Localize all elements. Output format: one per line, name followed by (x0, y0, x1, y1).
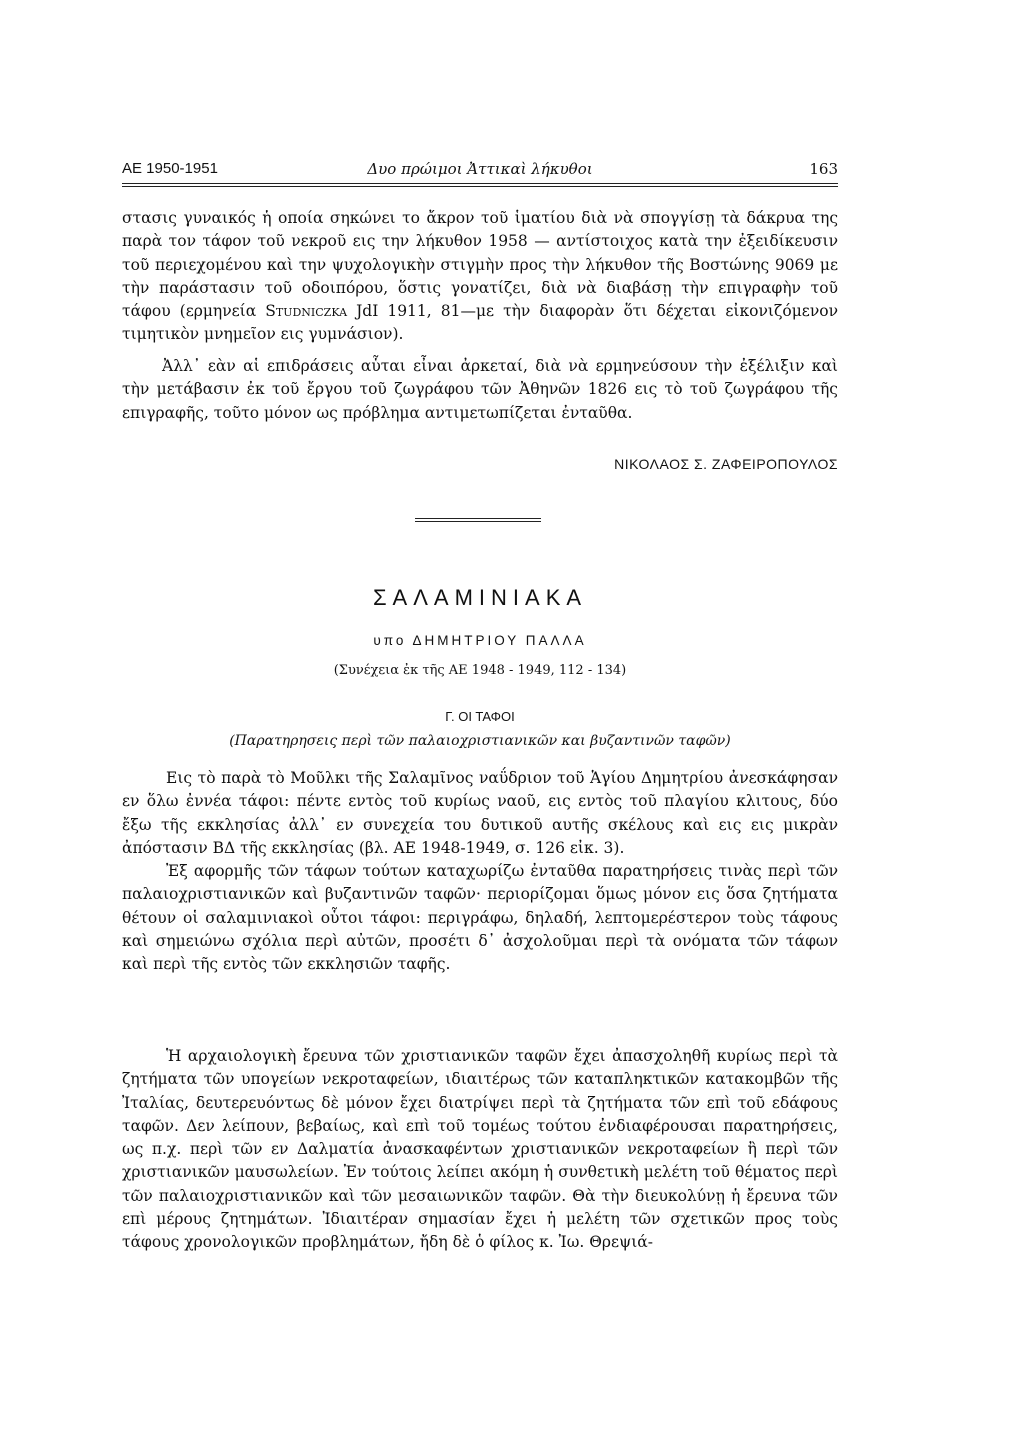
section-heading: Γ. ΟΙ ΤΑΦΟΙ (445, 709, 515, 724)
continuation-note: (Συνέχεια ἐκ τῆς ΑΕ 1948 - 1949, 112 - 134) (333, 663, 627, 678)
header-rule-top (122, 183, 838, 184)
paragraph-1-text: στασις γυναικός ἡ οποία σηκώνει το ἄκρον τοῦ ἱματίου διὰ νὰ σπογγίσῃ τὰ δάκρυα της παρὰ τον τάφον τοῦ νεκροῦ εις την λήκυθον 1958 — αντίστοιχος κατὰ την ἐξειδίκευσιν τοῦ περιεχομένου καὶ την ψυχολογικὴν στιγμὴν προς τὴν λήκυθον τῆς Βοστώνης 9069 με τὴν παράστασιν τοῦ οδοιπόρου, ὅστις γονατίζει, διὰ νὰ διαβάσῃ τὴν επιγραφὴν τοῦ τάφου (ερμηνεία (122, 209, 838, 321)
author-signature: ΝΙΚΟΛΑΟΣ Σ. ΖΑΦΕΙΡΟΠΟΥΛΟΣ (614, 456, 838, 472)
paragraph-3: Εις τὸ παρὰ τὸ Μοῦλκι τῆς Σαλαμῖνος ναΰδριον τοῦ Ἁγίου Δημητρίου ἀνεσκάφησαν εν ὅλω ἐννέα τάφοι: πέντε εντὸς τοῦ κυρίως ναοῦ, εις εντὸς τοῦ πλαγίου κλιτους, δύο ἔξω τῆς εκκλησίας ἀλλ᾽ εν συνεχεία του δυτικοῦ αυτῆς σκέλους καὶ εις εις μικρὰν ἀπόστασιν ΒΔ τῆς εκκλησίας (βλ. ΑΕ 1948-1949, σ. 126 εἰκ. 3). (122, 769, 838, 857)
journal-reference: ΑΕ 1950-1951 (122, 160, 218, 177)
section-subtitle: (Παρατηρησεις περὶ τῶν παλαιοχριστιανικῶν και βυζαντινῶν ταφῶν) (229, 733, 731, 749)
running-title: Δυο πρώιμοι Ἀττικαὶ λήκυθοι (367, 160, 593, 178)
article-title: ΣΑΛΑΜΙΝΙΑΚΑ (372, 585, 588, 610)
paragraph-5: Ἡ αρχαιολογικὴ ἔρευνα τῶν χριστιανικῶν ταφῶν ἔχει ἀπασχοληθῆ κυρίως περὶ τὰ ζητήματα τῶν υπογείων νεκροταφείων, ιδιαιτέρως τῶν καταπληκτικῶν κατακομβῶν τῆς Ἰταλίας, δευτερευόντως δὲ μόνον ἔχει διατρίψει περὶ τὰ ζητήματα τῶν επὶ τοῦ εδάφους ταφῶν. Δεν λείπουν, βεβαίως, καὶ επὶ τοῦ τομέως τούτου ἐνδιαφέρουσαι παρατηρήσεις, ως π.χ. περὶ τῶν εν Δαλματία ἀνασκαφέντων χριστιανικῶν νεκροταφείων ἢ περὶ τῶν χριστιανικῶν μαυσωλείων. Ἐν τούτοις λείπει ακόμη ἡ συνθετικὴ μελέτη τοῦ θέματος περὶ τῶν παλαιοχριστιανικῶν καὶ τῶν μεσαιωνικῶν ταφῶν. Θὰ τὴν διευκολύνῃ ἡ ἔρευνα τῶν επὶ μέρους ζητημάτων. Ἰδιαιτέραν σημασίαν ἔχει ἡ μελέτη τῶν σχετικῶν προς τοὺς τάφους χρονολογικῶν προβλημάτων, ἤδη δὲ ὁ φίλος κ. Ἰω. Θρεψιά- (122, 1047, 838, 1252)
article-author: υπο ΔΗΜΗΤΡΙΟΥ ΠΑΛΛΑ (373, 633, 587, 648)
paragraph-1 (122, 207, 838, 347)
running-header (122, 160, 838, 180)
paragraph-1-end: JdI 1911, 81—με τὴν διαφορὰν ὅτι δέχεται εἰκονιζόμενον τιμητικὸν μνημεῖον εις γυμνάσιον). (122, 302, 839, 344)
separator-rule-bottom (415, 521, 541, 522)
paragraph-2: Ἀλλ᾽ εὰν αἱ επιδράσεις αὗται εἶναι ἀρκεταί, διὰ νὰ ερμηνεύσουν τὴν ἐξέλιξιν καὶ τὴν μετάβασιν ἐκ τοῦ ἔργου τοῦ ζωγράφου τῶν Ἀθηνῶν 1826 εις τὸ τοῦ ζωγράφου τῆς επιγραφῆς, τοῦτο μόνον ως πρόβλημα αντιμετωπίζεται ἐνταῦθα. (122, 357, 838, 422)
header-rule-bottom (122, 186, 838, 187)
separator-rule-top (415, 518, 541, 519)
paragraph-4: Ἐξ αφορμῆς τῶν τάφων τούτων καταχωρίζω ἐνταῦθα παρατηρήσεις τινὰς περὶ τῶν παλαιοχριστιανικῶν καὶ βυζαντινῶν ταφῶν· περιορίζομαι ὅμως μόνον εις ὅσα ζητήματα θέτουν οἱ σαλαμινιακοὶ οὗτοι τάφοι: περιγράφω, δηλαδή, λεπτομερέστερον τοὺς τάφους καὶ σημειώνω σχόλια περὶ αὐτῶν, προσέτι δ᾽ ἀσχολοῦμαι περὶ τὰ ονόματα τῶν τάφων καὶ περὶ τῆς εντὸς τῶν εκκλησιῶν ταφῆς. (122, 862, 838, 974)
author-name-smallcaps: Studniczka (265, 302, 348, 321)
page-number: 163 (809, 160, 838, 178)
